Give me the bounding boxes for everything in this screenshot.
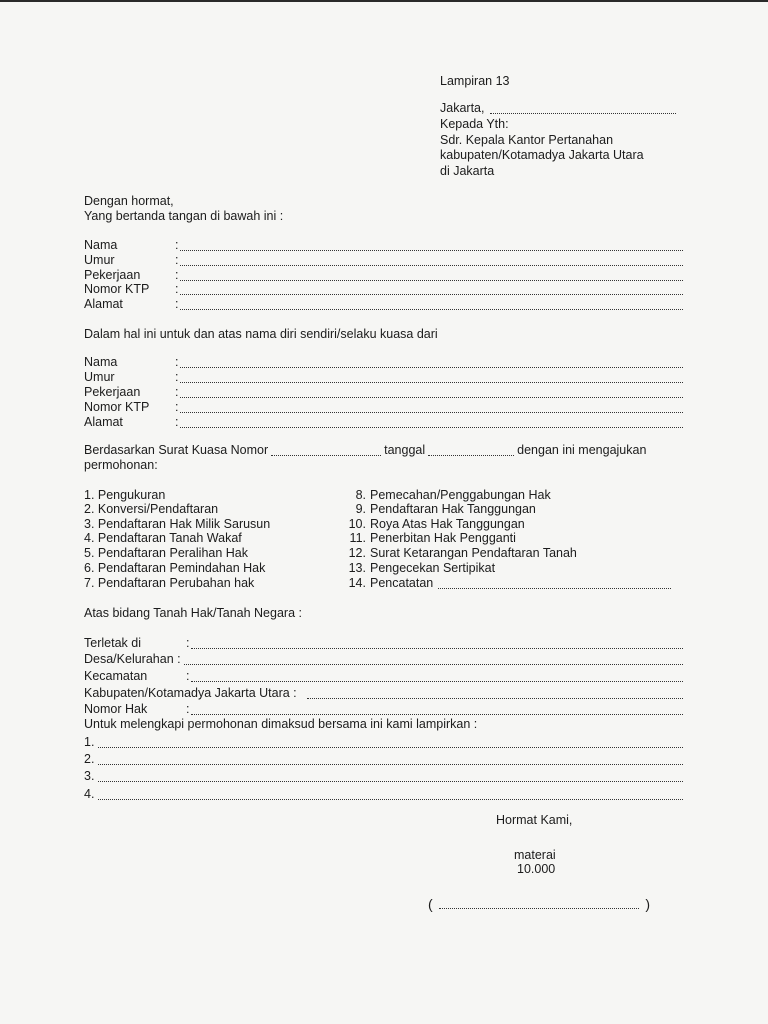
identity-field-umur [84, 253, 683, 268]
service-number: 11. [349, 531, 366, 545]
service-label: Penerbitan Hak Pengganti [370, 531, 516, 545]
field-blank [180, 254, 683, 266]
attachment-blank [98, 788, 683, 800]
service-item: 1. Pengukuran [84, 488, 166, 502]
attachment-line [84, 735, 683, 750]
attachment-number: 4. [84, 787, 95, 801]
surat-kuasa-number-blank [271, 444, 381, 456]
signature-blank [439, 897, 640, 909]
field-blank [180, 416, 683, 428]
field-colon: : [175, 253, 179, 267]
attachment-blank [98, 770, 683, 782]
identity-field-nomor-ktp [84, 282, 683, 297]
field-label: Nama [84, 238, 118, 252]
closing-text: Hormat Kami, [496, 813, 573, 827]
field-colon: : [186, 702, 190, 716]
service-item: 5. Pendaftaran Peralihan Hak [84, 546, 248, 560]
greeting: Dengan hormat, [84, 194, 174, 208]
recipient-line-4: di Jakarta [440, 164, 495, 178]
identity-field-pekerjaan [84, 268, 683, 283]
field-label: Kecamatan [84, 669, 148, 683]
signature-close-paren: ) [645, 896, 650, 912]
service-label: Roya Atas Hak Tanggungan [370, 517, 525, 531]
field-colon: : [175, 297, 179, 311]
service-number: 8. [355, 488, 366, 502]
materai-label: materai [514, 848, 556, 862]
service-label: Pemecahan/Penggabungan Hak [370, 488, 551, 502]
field-colon: : [186, 636, 190, 650]
recipient-line-1: Kepada Yth: [440, 117, 509, 131]
service-number: 10. [348, 517, 366, 531]
field-blank [191, 703, 683, 715]
field-label: Nomor KTP [84, 282, 150, 296]
date-blank [490, 102, 676, 114]
surat-kuasa-line-2: permohonan: [84, 458, 158, 472]
field-colon: : [175, 370, 179, 384]
field-blank [180, 239, 683, 251]
field-label: Umur [84, 370, 115, 384]
surat-kuasa-text-1: Berdasarkan Surat Kuasa Nomor [84, 443, 269, 457]
behalf-field-umur [84, 370, 683, 385]
place-date-line [440, 101, 676, 116]
service-number: 9. [355, 502, 366, 516]
behalf-field-alamat [84, 415, 683, 430]
attachment-number: 1. [84, 735, 95, 749]
field-blank [191, 637, 683, 649]
land-field-kabupaten [84, 686, 683, 701]
field-blank [180, 356, 683, 368]
service-item [346, 546, 577, 561]
surat-kuasa-date-blank [428, 444, 514, 456]
attachment-line [84, 769, 683, 784]
identity-field-alamat [84, 297, 683, 312]
signature-line [428, 897, 650, 912]
recipient-line-2: Sdr. Kepala Kantor Pertanahan [440, 133, 614, 147]
service-item [346, 517, 525, 532]
field-colon: : [175, 238, 179, 252]
land-field-nomor-hak [84, 702, 683, 717]
field-colon: : [175, 400, 179, 414]
field-blank [307, 687, 683, 699]
service-item: 3. Pendaftaran Hak Milik Sarusun [84, 517, 271, 531]
service-label: Pencatatan [370, 576, 434, 590]
service-item [346, 531, 516, 546]
field-colon: : [175, 282, 179, 296]
service-item [346, 502, 536, 517]
service-item [346, 488, 551, 503]
behalf-field-pekerjaan [84, 385, 683, 400]
service-label: Pengecekan Sertipikat [370, 561, 496, 575]
attachments-heading: Untuk melengkapi permohonan dimaksud bersama ini kami lampirkan : [84, 717, 478, 731]
land-heading: Atas bidang Tanah Hak/Tanah Negara : [84, 606, 302, 620]
land-field-kecamatan [84, 669, 683, 684]
field-colon: : [186, 669, 190, 683]
field-label: Kabupaten/Kotamadya Jakarta Utara : [84, 686, 297, 700]
field-blank [191, 670, 683, 682]
attachment-blank [98, 753, 683, 765]
field-label: Nama [84, 355, 118, 369]
recipient-line-3: kabupaten/Kotamadya Jakarta Utara [440, 148, 644, 162]
behalf-text: Dalam hal ini untuk dan atas nama diri sendiri/selaku kuasa dari [84, 327, 438, 341]
service-number: 14. [348, 576, 366, 590]
service-label: Surat Ketarangan Pendaftaran Tanah [370, 546, 577, 560]
field-blank [180, 386, 683, 398]
lampiran-label: Lampiran 13 [440, 74, 510, 88]
field-label: Terletak di [84, 636, 141, 650]
service-label: Pendaftaran Hak Tanggungan [370, 502, 536, 516]
service-item: 4. Pendaftaran Tanah Wakaf [84, 531, 242, 545]
field-label: Pekerjaan [84, 385, 141, 399]
service-item: 6. Pendaftaran Pemindahan Hak [84, 561, 266, 575]
attachment-number: 2. [84, 752, 95, 766]
service-number: 12. [348, 546, 366, 560]
service-number: 13. [348, 561, 366, 575]
materai-value: 10.000 [517, 862, 556, 876]
service-item [346, 561, 495, 576]
surat-kuasa-text-3: dengan ini mengajukan [517, 443, 647, 457]
signature-open-paren: ( [428, 896, 433, 912]
behalf-field-nama [84, 355, 683, 370]
surat-kuasa-line [84, 443, 646, 458]
field-colon: : [175, 355, 179, 369]
attachment-line [84, 787, 683, 802]
service-item: 2. Konversi/Pendaftaran [84, 502, 219, 516]
service-item [346, 576, 671, 591]
intro-text: Yang bertanda tangan di bawah ini : [84, 209, 284, 223]
attachment-line [84, 752, 683, 767]
surat-kuasa-text-2: tanggal [384, 443, 426, 457]
land-field-terletak [84, 636, 683, 651]
field-colon: : [175, 385, 179, 399]
field-blank [184, 653, 683, 665]
field-colon: : [175, 268, 179, 282]
field-label: Nomor KTP [84, 400, 150, 414]
field-colon: : [175, 415, 179, 429]
field-label: Umur [84, 253, 115, 267]
field-label: Alamat [84, 297, 123, 311]
identity-field-nama [84, 238, 683, 253]
field-label: Desa/Kelurahan : [84, 652, 181, 666]
place-date-label: Jakarta, [440, 101, 485, 115]
attachment-number: 3. [84, 769, 95, 783]
field-blank [180, 371, 683, 383]
attachment-blank [98, 736, 683, 748]
service-item: 7. Pendaftaran Perubahan hak [84, 576, 255, 590]
field-label: Alamat [84, 415, 123, 429]
page-top-edge [0, 0, 768, 2]
field-blank [180, 298, 683, 310]
field-label: Nomor Hak [84, 702, 148, 716]
land-field-desa [84, 652, 683, 667]
field-blank [180, 283, 683, 295]
field-blank [180, 269, 683, 281]
field-label: Pekerjaan [84, 268, 141, 282]
behalf-field-nomor-ktp [84, 400, 683, 415]
field-blank [180, 401, 683, 413]
pencatatan-blank [438, 577, 671, 589]
